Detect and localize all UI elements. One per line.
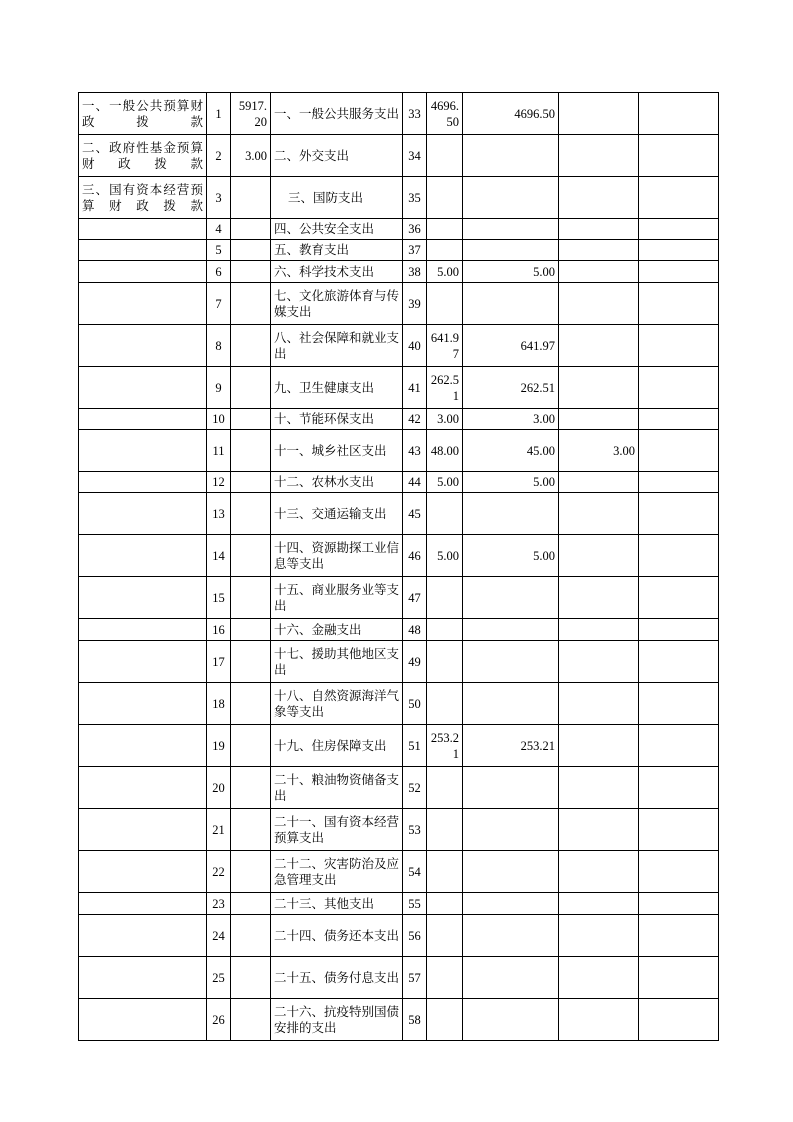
table-row <box>79 367 719 409</box>
left-item-amount <box>231 809 271 851</box>
table-row <box>79 261 719 283</box>
table-row <box>79 767 719 809</box>
right-item-label: 七、文化旅游体育与传媒支出 <box>271 283 403 325</box>
table-row <box>79 409 719 430</box>
left-item-label <box>79 535 207 577</box>
right-item-col5 <box>639 851 719 893</box>
left-item-amount <box>231 472 271 493</box>
left-item-label <box>79 683 207 725</box>
right-item-col3: 262.51 <box>463 367 559 409</box>
left-item-no: 17 <box>207 641 231 683</box>
right-item-label: 二十、粮油物资储备支出 <box>271 767 403 809</box>
right-item-total: 4696.50 <box>427 93 463 135</box>
left-item-label <box>79 893 207 915</box>
right-item-total <box>427 915 463 957</box>
right-item-no: 43 <box>403 430 427 472</box>
right-item-label: 九、卫生健康支出 <box>271 367 403 409</box>
right-item-col4 <box>559 219 639 240</box>
right-item-label: 三、国防支出 <box>271 177 403 219</box>
right-item-col4 <box>559 325 639 367</box>
right-item-col5 <box>639 367 719 409</box>
right-item-total <box>427 619 463 641</box>
left-item-amount <box>231 177 271 219</box>
table-row <box>79 472 719 493</box>
right-item-col5 <box>639 472 719 493</box>
left-item-no: 22 <box>207 851 231 893</box>
right-item-col5 <box>639 957 719 999</box>
table-row <box>79 641 719 683</box>
right-item-col3: 3.00 <box>463 409 559 430</box>
right-item-no: 55 <box>403 893 427 915</box>
right-item-no: 46 <box>403 535 427 577</box>
left-item-label <box>79 493 207 535</box>
right-item-col5 <box>639 219 719 240</box>
right-item-col3 <box>463 809 559 851</box>
right-item-col4: 3.00 <box>559 430 639 472</box>
right-item-col4 <box>559 809 639 851</box>
right-item-label: 二十五、债务付息支出 <box>271 957 403 999</box>
right-item-col4 <box>559 177 639 219</box>
right-item-label: 二、外交支出 <box>271 135 403 177</box>
right-item-no: 39 <box>403 283 427 325</box>
right-item-col3: 641.97 <box>463 325 559 367</box>
right-item-col4 <box>559 619 639 641</box>
left-item-label: 三、国有资本经营预算财政拨款 <box>79 177 207 219</box>
left-item-amount: 3.00 <box>231 135 271 177</box>
left-item-no: 23 <box>207 893 231 915</box>
left-item-no: 7 <box>207 283 231 325</box>
left-item-label <box>79 430 207 472</box>
table-row <box>79 135 719 177</box>
right-item-col3: 45.00 <box>463 430 559 472</box>
right-item-col4 <box>559 472 639 493</box>
left-item-no: 24 <box>207 915 231 957</box>
right-item-label: 二十三、其他支出 <box>271 893 403 915</box>
table-body <box>79 93 719 1041</box>
left-item-amount <box>231 240 271 261</box>
table-row <box>79 177 719 219</box>
right-item-no: 34 <box>403 135 427 177</box>
table-row <box>79 851 719 893</box>
right-item-total <box>427 957 463 999</box>
right-item-total <box>427 893 463 915</box>
right-item-col5 <box>639 641 719 683</box>
right-item-col3: 5.00 <box>463 535 559 577</box>
right-item-no: 40 <box>403 325 427 367</box>
right-item-col5 <box>639 893 719 915</box>
right-item-no: 48 <box>403 619 427 641</box>
right-item-label: 十七、援助其他地区支出 <box>271 641 403 683</box>
left-item-amount <box>231 325 271 367</box>
right-item-label: 十八、自然资源海洋气象等支出 <box>271 683 403 725</box>
right-item-total <box>427 135 463 177</box>
right-item-col3 <box>463 135 559 177</box>
right-item-col3 <box>463 957 559 999</box>
right-item-total <box>427 177 463 219</box>
left-item-no: 3 <box>207 177 231 219</box>
left-item-label <box>79 641 207 683</box>
left-item-no: 20 <box>207 767 231 809</box>
left-item-label <box>79 367 207 409</box>
right-item-col5 <box>639 619 719 641</box>
left-item-label: 一、一般公共预算财政拨款 <box>79 93 207 135</box>
right-item-total: 262.51 <box>427 367 463 409</box>
table-row <box>79 577 719 619</box>
right-item-col3 <box>463 641 559 683</box>
right-item-total <box>427 767 463 809</box>
right-item-col3 <box>463 493 559 535</box>
left-item-amount <box>231 367 271 409</box>
right-item-no: 49 <box>403 641 427 683</box>
right-item-col3 <box>463 893 559 915</box>
right-item-total: 5.00 <box>427 535 463 577</box>
left-item-amount <box>231 430 271 472</box>
table-row <box>79 535 719 577</box>
left-item-amount <box>231 999 271 1041</box>
left-item-no: 8 <box>207 325 231 367</box>
left-item-label <box>79 957 207 999</box>
table-row <box>79 219 719 240</box>
table-row <box>79 430 719 472</box>
right-item-label: 二十六、抗疫特别国债安排的支出 <box>271 999 403 1041</box>
right-item-total: 5.00 <box>427 261 463 283</box>
right-item-col3 <box>463 683 559 725</box>
right-item-col4 <box>559 409 639 430</box>
right-item-col5 <box>639 283 719 325</box>
right-item-col5 <box>639 261 719 283</box>
right-item-no: 42 <box>403 409 427 430</box>
right-item-label: 五、教育支出 <box>271 240 403 261</box>
table-row <box>79 915 719 957</box>
left-item-label: 二、政府性基金预算财政拨款 <box>79 135 207 177</box>
left-item-no: 12 <box>207 472 231 493</box>
left-item-amount <box>231 893 271 915</box>
right-item-col4 <box>559 767 639 809</box>
right-item-col5 <box>639 93 719 135</box>
table-row <box>79 93 719 135</box>
left-item-label <box>79 240 207 261</box>
right-item-label: 二十四、债务还本支出 <box>271 915 403 957</box>
right-item-col5 <box>639 767 719 809</box>
right-item-no: 57 <box>403 957 427 999</box>
table-row <box>79 999 719 1041</box>
right-item-no: 50 <box>403 683 427 725</box>
right-item-col3 <box>463 283 559 325</box>
left-item-no: 18 <box>207 683 231 725</box>
left-item-no: 11 <box>207 430 231 472</box>
right-item-col4 <box>559 915 639 957</box>
right-item-no: 56 <box>403 915 427 957</box>
right-item-col5 <box>639 683 719 725</box>
right-item-col3: 5.00 <box>463 472 559 493</box>
right-item-no: 41 <box>403 367 427 409</box>
right-item-col3: 5.00 <box>463 261 559 283</box>
right-item-col4 <box>559 683 639 725</box>
right-item-total <box>427 493 463 535</box>
left-item-amount <box>231 493 271 535</box>
table-row <box>79 809 719 851</box>
right-item-label: 二十一、国有资本经营预算支出 <box>271 809 403 851</box>
left-item-no: 9 <box>207 367 231 409</box>
left-item-amount <box>231 619 271 641</box>
left-item-no: 25 <box>207 957 231 999</box>
left-item-no: 14 <box>207 535 231 577</box>
right-item-total <box>427 851 463 893</box>
right-item-col5 <box>639 915 719 957</box>
right-item-col3: 4696.50 <box>463 93 559 135</box>
left-item-label <box>79 999 207 1041</box>
left-item-label <box>79 809 207 851</box>
right-item-no: 38 <box>403 261 427 283</box>
right-item-col5 <box>639 177 719 219</box>
right-item-col3 <box>463 177 559 219</box>
left-item-label <box>79 725 207 767</box>
left-item-no: 5 <box>207 240 231 261</box>
right-item-total: 3.00 <box>427 409 463 430</box>
right-item-label: 八、社会保障和就业支出 <box>271 325 403 367</box>
right-item-col4 <box>559 367 639 409</box>
left-item-label <box>79 283 207 325</box>
right-item-col3 <box>463 577 559 619</box>
right-item-no: 58 <box>403 999 427 1041</box>
right-item-no: 44 <box>403 472 427 493</box>
left-item-amount <box>231 725 271 767</box>
left-item-amount <box>231 767 271 809</box>
table-row <box>79 240 719 261</box>
right-item-total <box>427 641 463 683</box>
left-item-amount <box>231 957 271 999</box>
left-item-amount <box>231 219 271 240</box>
left-item-amount <box>231 915 271 957</box>
right-item-no: 51 <box>403 725 427 767</box>
right-item-total <box>427 283 463 325</box>
left-item-amount: 5917.20 <box>231 93 271 135</box>
right-item-col5 <box>639 809 719 851</box>
right-item-col5 <box>639 725 719 767</box>
left-item-no: 10 <box>207 409 231 430</box>
right-item-label: 四、公共安全支出 <box>271 219 403 240</box>
right-item-col5 <box>639 493 719 535</box>
table-row <box>79 725 719 767</box>
table-row <box>79 283 719 325</box>
right-item-col5 <box>639 409 719 430</box>
right-item-col5 <box>639 325 719 367</box>
right-item-no: 36 <box>403 219 427 240</box>
right-item-col5 <box>639 135 719 177</box>
left-item-no: 2 <box>207 135 231 177</box>
right-item-no: 35 <box>403 177 427 219</box>
right-item-label: 十六、金融支出 <box>271 619 403 641</box>
right-item-col3 <box>463 999 559 1041</box>
table-row <box>79 893 719 915</box>
right-item-no: 53 <box>403 809 427 851</box>
right-item-col4 <box>559 957 639 999</box>
left-item-no: 15 <box>207 577 231 619</box>
right-item-label: 十二、农林水支出 <box>271 472 403 493</box>
right-item-label: 十、节能环保支出 <box>271 409 403 430</box>
left-item-amount <box>231 851 271 893</box>
right-item-col4 <box>559 851 639 893</box>
left-item-label <box>79 619 207 641</box>
left-item-label <box>79 851 207 893</box>
table-row <box>79 957 719 999</box>
right-item-col3 <box>463 915 559 957</box>
right-item-col5 <box>639 430 719 472</box>
right-item-col3 <box>463 767 559 809</box>
left-item-amount <box>231 577 271 619</box>
right-item-no: 47 <box>403 577 427 619</box>
left-item-label <box>79 409 207 430</box>
right-item-label: 一、一般公共服务支出 <box>271 93 403 135</box>
table-row <box>79 619 719 641</box>
right-item-col4 <box>559 283 639 325</box>
right-item-col4 <box>559 93 639 135</box>
left-item-amount <box>231 535 271 577</box>
right-item-label: 十四、资源勘探工业信息等支出 <box>271 535 403 577</box>
table-row <box>79 683 719 725</box>
right-item-total <box>427 240 463 261</box>
right-item-col5 <box>639 240 719 261</box>
left-item-amount <box>231 283 271 325</box>
right-item-total <box>427 999 463 1041</box>
right-item-col5 <box>639 577 719 619</box>
right-item-total <box>427 683 463 725</box>
right-item-no: 37 <box>403 240 427 261</box>
left-item-label <box>79 577 207 619</box>
left-item-amount <box>231 261 271 283</box>
left-item-label <box>79 219 207 240</box>
left-item-label <box>79 472 207 493</box>
right-item-col5 <box>639 999 719 1041</box>
right-item-col3 <box>463 851 559 893</box>
right-item-no: 52 <box>403 767 427 809</box>
right-item-total: 5.00 <box>427 472 463 493</box>
right-item-label: 十三、交通运输支出 <box>271 493 403 535</box>
right-item-col4 <box>559 725 639 767</box>
left-item-no: 16 <box>207 619 231 641</box>
right-item-total <box>427 219 463 240</box>
right-item-label: 六、科学技术支出 <box>271 261 403 283</box>
left-item-amount <box>231 683 271 725</box>
left-item-no: 4 <box>207 219 231 240</box>
left-item-no: 21 <box>207 809 231 851</box>
left-item-label <box>79 915 207 957</box>
right-item-label: 十五、商业服务业等支出 <box>271 577 403 619</box>
right-item-col3 <box>463 619 559 641</box>
right-item-col4 <box>559 577 639 619</box>
right-item-col3 <box>463 240 559 261</box>
right-item-total: 641.97 <box>427 325 463 367</box>
right-item-total <box>427 577 463 619</box>
right-item-label: 二十二、灾害防治及应急管理支出 <box>271 851 403 893</box>
left-item-label <box>79 261 207 283</box>
right-item-col3 <box>463 219 559 240</box>
right-item-col4 <box>559 261 639 283</box>
right-item-col4 <box>559 999 639 1041</box>
left-item-no: 1 <box>207 93 231 135</box>
right-item-col4 <box>559 493 639 535</box>
left-item-amount <box>231 641 271 683</box>
right-item-col4 <box>559 641 639 683</box>
right-item-label: 十九、住房保障支出 <box>271 725 403 767</box>
left-item-no: 26 <box>207 999 231 1041</box>
left-item-label <box>79 325 207 367</box>
left-item-no: 13 <box>207 493 231 535</box>
right-item-total: 48.00 <box>427 430 463 472</box>
right-item-no: 33 <box>403 93 427 135</box>
right-item-col4 <box>559 240 639 261</box>
table-row <box>79 493 719 535</box>
left-item-no: 19 <box>207 725 231 767</box>
right-item-col3: 253.21 <box>463 725 559 767</box>
right-item-col4 <box>559 135 639 177</box>
right-item-col4 <box>559 893 639 915</box>
right-item-total: 253.21 <box>427 725 463 767</box>
left-item-amount <box>231 409 271 430</box>
right-item-total <box>427 809 463 851</box>
right-item-col5 <box>639 535 719 577</box>
right-item-no: 45 <box>403 493 427 535</box>
left-item-label <box>79 767 207 809</box>
left-item-no: 6 <box>207 261 231 283</box>
right-item-no: 54 <box>403 851 427 893</box>
right-item-col4 <box>559 535 639 577</box>
table-row <box>79 325 719 367</box>
financial-allocation-table <box>78 92 719 1041</box>
right-item-label: 十一、城乡社区支出 <box>271 430 403 472</box>
